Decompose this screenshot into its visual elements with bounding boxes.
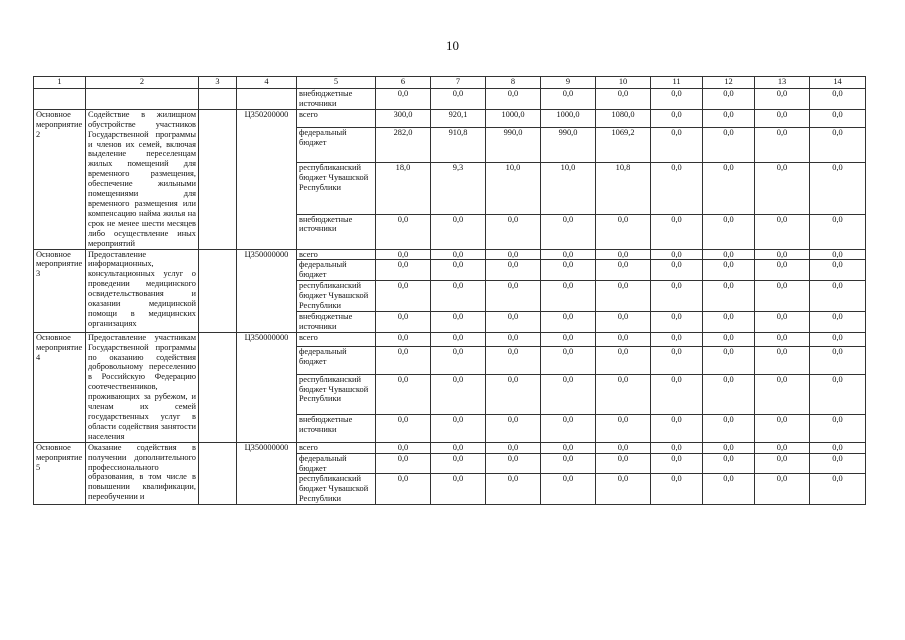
value-cell: 0,0 xyxy=(486,249,541,260)
value-cell: 0,0 xyxy=(596,281,651,312)
value-cell: 0,0 xyxy=(651,474,703,505)
value-cell: 0,0 xyxy=(651,442,703,453)
value-cell: 10,0 xyxy=(541,163,596,215)
value-cell: 0,0 xyxy=(810,249,866,260)
value-cell: 920,1 xyxy=(431,109,486,127)
empty-cell xyxy=(199,442,237,504)
value-cell: 0,0 xyxy=(703,109,755,127)
value-cell: 0,0 xyxy=(651,214,703,249)
column-number-3: 3 xyxy=(199,77,237,89)
column-number-9: 9 xyxy=(541,77,596,89)
value-cell: 0,0 xyxy=(541,374,596,415)
page-number: 10 xyxy=(446,38,459,53)
value-cell: 0,0 xyxy=(596,442,651,453)
value-cell: 0,0 xyxy=(376,415,431,443)
value-cell: 0,0 xyxy=(703,347,755,374)
value-cell: 0,0 xyxy=(703,260,755,281)
budget-code: Ц350000000 xyxy=(237,332,297,442)
value-cell: 0,0 xyxy=(431,332,486,346)
value-cell: 0,0 xyxy=(486,332,541,346)
event-description: Оказание содействия в получении дополнительного профессионального образования, в том числе в повышении квалификации, переобучении и xyxy=(86,442,199,504)
value-cell: 0,0 xyxy=(755,281,810,312)
empty-cell xyxy=(86,89,199,110)
column-number-1: 1 xyxy=(34,77,86,89)
value-cell: 0,0 xyxy=(431,214,486,249)
event-description: Содействие в жилищном обустройстве участников Государственной программы и членов их семей, включая выделение переселенцам жилых помещений для временного размещения, обеспечение жильными помещениями для временного размещения или компенсацию найма жилья на срок не менее шести месяцев либо осуществление иных мероприятий xyxy=(86,109,199,249)
empty-cell xyxy=(34,89,86,110)
value-cell: 0,0 xyxy=(651,415,703,443)
value-cell: 10,0 xyxy=(486,163,541,215)
column-number-7: 7 xyxy=(431,77,486,89)
value-cell: 0,0 xyxy=(651,347,703,374)
value-cell: 0,0 xyxy=(486,374,541,415)
funding-source: всего xyxy=(297,109,376,127)
value-cell: 282,0 xyxy=(376,128,431,163)
value-cell: 0,0 xyxy=(596,249,651,260)
value-cell: 0,0 xyxy=(810,281,866,312)
value-cell: 0,0 xyxy=(431,415,486,443)
value-cell: 0,0 xyxy=(431,89,486,110)
funding-source: внебюджетные источники xyxy=(297,89,376,110)
value-cell: 1080,0 xyxy=(596,109,651,127)
value-cell: 0,0 xyxy=(596,260,651,281)
value-cell: 0,0 xyxy=(810,260,866,281)
value-cell: 1000,0 xyxy=(486,109,541,127)
event-description: Предоставление участникам Государственной программы по оказанию содействия добровольному переселению в Российскую Федерацию соотечественников, проживающих за рубежом, и членам их семей государственных услуг в области содействия занятости населения xyxy=(86,332,199,442)
event-description: Предоставление информационных, консультационных услуг о проведении медицинского освидетельствования и оказании медицинской помощи в медицинских организациях xyxy=(86,249,199,332)
value-cell: 990,0 xyxy=(486,128,541,163)
funding-source: республиканский бюджет Чувашской Республики xyxy=(297,281,376,312)
value-cell: 0,0 xyxy=(431,249,486,260)
value-cell: 0,0 xyxy=(755,163,810,215)
value-cell: 0,0 xyxy=(376,281,431,312)
value-cell: 0,0 xyxy=(755,109,810,127)
value-cell: 0,0 xyxy=(651,281,703,312)
value-cell: 0,0 xyxy=(810,415,866,443)
value-cell: 0,0 xyxy=(376,442,431,453)
value-cell: 0,0 xyxy=(810,374,866,415)
event-label: Основное мероприятие 5 xyxy=(34,442,86,504)
column-number-12: 12 xyxy=(703,77,755,89)
value-cell: 0,0 xyxy=(755,415,810,443)
value-cell: 0,0 xyxy=(376,260,431,281)
value-cell: 1000,0 xyxy=(541,109,596,127)
column-number-8: 8 xyxy=(486,77,541,89)
value-cell: 0,0 xyxy=(376,249,431,260)
column-number-5: 5 xyxy=(297,77,376,89)
value-cell: 0,0 xyxy=(486,281,541,312)
funding-source: всего xyxy=(297,249,376,260)
value-cell: 0,0 xyxy=(431,453,486,474)
funding-source: федеральный бюджет xyxy=(297,128,376,163)
funding-source: федеральный бюджет xyxy=(297,260,376,281)
value-cell: 0,0 xyxy=(810,311,866,332)
value-cell: 0,0 xyxy=(755,311,810,332)
value-cell: 0,0 xyxy=(541,260,596,281)
funding-source: федеральный бюджет xyxy=(297,347,376,374)
column-number-11: 11 xyxy=(651,77,703,89)
value-cell: 0,0 xyxy=(703,442,755,453)
value-cell: 0,0 xyxy=(755,347,810,374)
value-cell: 0,0 xyxy=(596,332,651,346)
value-cell: 0,0 xyxy=(651,374,703,415)
value-cell: 0,0 xyxy=(376,374,431,415)
value-cell: 0,0 xyxy=(596,214,651,249)
empty-cell xyxy=(199,89,237,110)
value-cell: 0,0 xyxy=(596,347,651,374)
value-cell: 0,0 xyxy=(703,89,755,110)
value-cell: 0,0 xyxy=(703,163,755,215)
value-cell: 0,0 xyxy=(376,214,431,249)
value-cell: 0,0 xyxy=(755,374,810,415)
value-cell: 0,0 xyxy=(810,442,866,453)
column-number-2: 2 xyxy=(86,77,199,89)
value-cell: 0,0 xyxy=(755,474,810,505)
value-cell: 0,0 xyxy=(596,374,651,415)
value-cell: 0,0 xyxy=(486,442,541,453)
column-number-13: 13 xyxy=(755,77,810,89)
funding-source: всего xyxy=(297,332,376,346)
value-cell: 0,0 xyxy=(651,249,703,260)
value-cell: 0,0 xyxy=(541,281,596,312)
value-cell: 0,0 xyxy=(431,260,486,281)
value-cell: 0,0 xyxy=(486,311,541,332)
value-cell: 0,0 xyxy=(486,453,541,474)
value-cell: 1069,2 xyxy=(596,128,651,163)
value-cell: 0,0 xyxy=(486,474,541,505)
table-row xyxy=(34,442,866,453)
value-cell: 0,0 xyxy=(810,214,866,249)
value-cell: 0,0 xyxy=(703,249,755,260)
value-cell: 0,0 xyxy=(376,89,431,110)
value-cell: 0,0 xyxy=(810,163,866,215)
value-cell: 0,0 xyxy=(486,260,541,281)
value-cell: 0,0 xyxy=(651,89,703,110)
funding-source: республиканский бюджет Чувашской Республики xyxy=(297,474,376,505)
value-cell: 0,0 xyxy=(810,109,866,127)
value-cell: 0,0 xyxy=(541,415,596,443)
budget-table-container xyxy=(33,76,865,505)
value-cell: 0,0 xyxy=(703,374,755,415)
funding-source: всего xyxy=(297,442,376,453)
value-cell: 910,8 xyxy=(431,128,486,163)
table-row xyxy=(34,109,866,127)
value-cell: 0,0 xyxy=(431,442,486,453)
value-cell: 0,0 xyxy=(703,214,755,249)
funding-source: внебюджетные источники xyxy=(297,311,376,332)
value-cell: 0,0 xyxy=(755,442,810,453)
value-cell: 0,0 xyxy=(810,453,866,474)
value-cell: 0,0 xyxy=(541,89,596,110)
column-number-6: 6 xyxy=(376,77,431,89)
budget-code: Ц350000000 xyxy=(237,249,297,332)
continuation-row xyxy=(34,89,866,110)
value-cell: 0,0 xyxy=(703,128,755,163)
value-cell: 0,0 xyxy=(810,474,866,505)
value-cell: 0,0 xyxy=(651,453,703,474)
value-cell: 0,0 xyxy=(755,332,810,346)
funding-source: республиканский бюджет Чувашской Республики xyxy=(297,374,376,415)
value-cell: 0,0 xyxy=(651,128,703,163)
value-cell: 0,0 xyxy=(755,260,810,281)
value-cell: 990,0 xyxy=(541,128,596,163)
value-cell: 0,0 xyxy=(431,474,486,505)
value-cell: 0,0 xyxy=(703,311,755,332)
value-cell: 0,0 xyxy=(810,89,866,110)
empty-cell xyxy=(199,249,237,332)
value-cell: 0,0 xyxy=(596,415,651,443)
value-cell: 0,0 xyxy=(755,128,810,163)
empty-cell xyxy=(199,109,237,249)
value-cell: 0,0 xyxy=(596,474,651,505)
value-cell: 0,0 xyxy=(596,453,651,474)
value-cell: 0,0 xyxy=(651,109,703,127)
budget-table xyxy=(33,76,866,505)
value-cell: 9,3 xyxy=(431,163,486,215)
header-row xyxy=(34,77,866,89)
value-cell: 0,0 xyxy=(541,347,596,374)
value-cell: 0,0 xyxy=(541,249,596,260)
value-cell: 0,0 xyxy=(431,281,486,312)
column-number-14: 14 xyxy=(810,77,866,89)
value-cell: 0,0 xyxy=(541,474,596,505)
value-cell: 0,0 xyxy=(376,474,431,505)
table-row xyxy=(34,332,866,346)
value-cell: 0,0 xyxy=(376,347,431,374)
value-cell: 0,0 xyxy=(376,453,431,474)
budget-code: Ц350000000 xyxy=(237,442,297,504)
value-cell: 0,0 xyxy=(755,453,810,474)
value-cell: 0,0 xyxy=(651,163,703,215)
value-cell: 0,0 xyxy=(376,311,431,332)
value-cell: 10,8 xyxy=(596,163,651,215)
value-cell: 0,0 xyxy=(703,332,755,346)
value-cell: 0,0 xyxy=(431,311,486,332)
value-cell: 0,0 xyxy=(486,214,541,249)
event-label: Основное мероприятие 2 xyxy=(34,109,86,249)
value-cell: 0,0 xyxy=(376,332,431,346)
value-cell: 0,0 xyxy=(810,332,866,346)
value-cell: 0,0 xyxy=(810,347,866,374)
value-cell: 0,0 xyxy=(541,311,596,332)
column-number-10: 10 xyxy=(596,77,651,89)
value-cell: 300,0 xyxy=(376,109,431,127)
value-cell: 0,0 xyxy=(486,89,541,110)
funding-source: внебюджетные источники xyxy=(297,214,376,249)
value-cell: 0,0 xyxy=(755,89,810,110)
value-cell: 0,0 xyxy=(596,89,651,110)
event-label: Основное мероприятие 3 xyxy=(34,249,86,332)
value-cell: 0,0 xyxy=(596,311,651,332)
value-cell: 0,0 xyxy=(703,281,755,312)
funding-source: республиканский бюджет Чувашской Республики xyxy=(297,163,376,215)
value-cell: 0,0 xyxy=(703,415,755,443)
funding-source: федеральный бюджет xyxy=(297,453,376,474)
value-cell: 0,0 xyxy=(703,474,755,505)
value-cell: 0,0 xyxy=(431,347,486,374)
value-cell: 0,0 xyxy=(541,442,596,453)
value-cell: 18,0 xyxy=(376,163,431,215)
value-cell: 0,0 xyxy=(486,347,541,374)
column-number-4: 4 xyxy=(237,77,297,89)
value-cell: 0,0 xyxy=(755,214,810,249)
budget-code: Ц350200000 xyxy=(237,109,297,249)
value-cell: 0,0 xyxy=(541,214,596,249)
value-cell: 0,0 xyxy=(431,374,486,415)
event-label: Основное мероприятие 4 xyxy=(34,332,86,442)
value-cell: 0,0 xyxy=(541,453,596,474)
empty-cell xyxy=(199,332,237,442)
table-row xyxy=(34,249,866,260)
value-cell: 0,0 xyxy=(651,311,703,332)
value-cell: 0,0 xyxy=(810,128,866,163)
value-cell: 0,0 xyxy=(755,249,810,260)
value-cell: 0,0 xyxy=(541,332,596,346)
funding-source: внебюджетные источники xyxy=(297,415,376,443)
value-cell: 0,0 xyxy=(651,332,703,346)
value-cell: 0,0 xyxy=(486,415,541,443)
value-cell: 0,0 xyxy=(703,453,755,474)
value-cell: 0,0 xyxy=(651,260,703,281)
empty-cell xyxy=(237,89,297,110)
